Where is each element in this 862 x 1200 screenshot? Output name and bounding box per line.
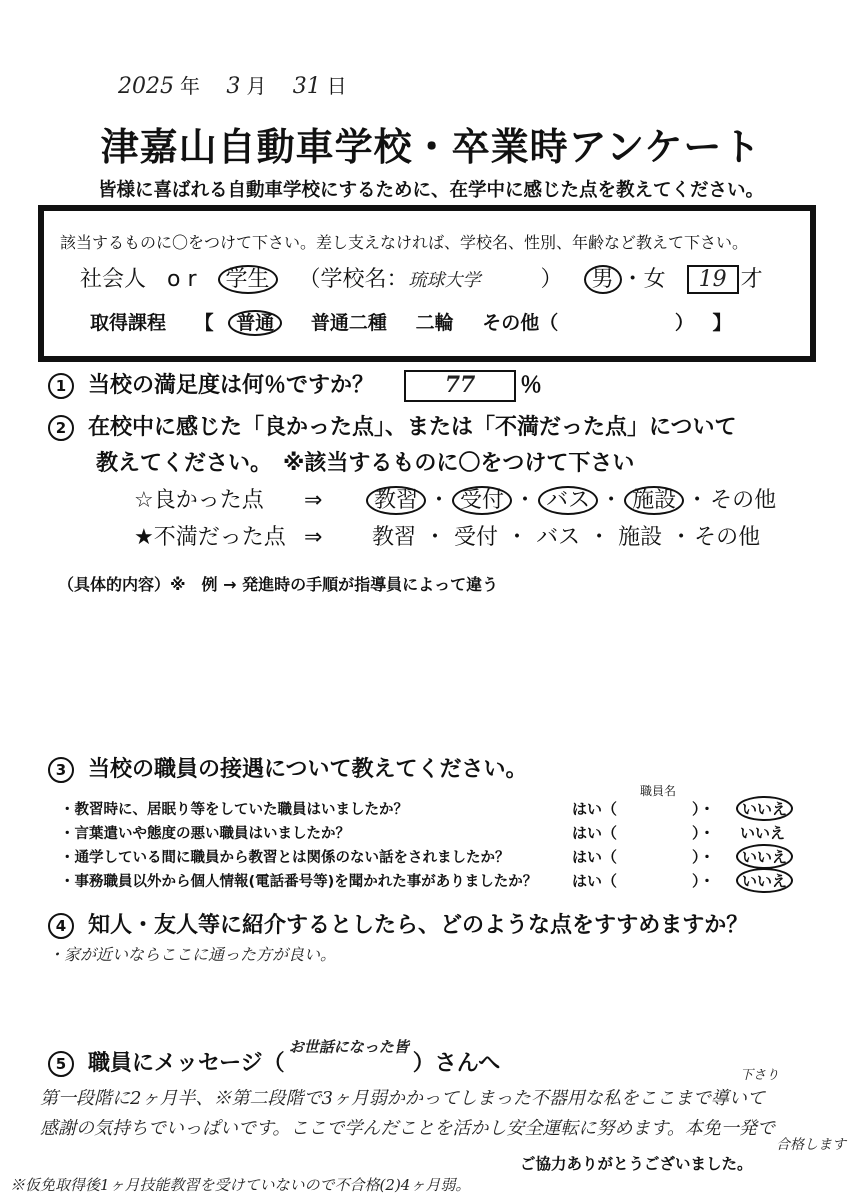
sep: ・ xyxy=(670,525,693,550)
option-student[interactable]: 学生 xyxy=(218,265,278,294)
thanks-text: ご協力ありがとうございました。 xyxy=(520,1155,753,1173)
course-open-bracket: 【 xyxy=(194,312,214,334)
bad-points-label: ★不満だった点 xyxy=(134,525,286,550)
good-option-bus[interactable]: バス xyxy=(538,486,598,515)
bad-option-lesson[interactable]: 教習 xyxy=(372,525,417,550)
staff-no-1[interactable]: いいえ xyxy=(736,796,793,821)
option-worker[interactable]: 社会人 xyxy=(80,267,147,292)
staff-question-4: ・事務職員以外から個人情報(電話番号等)を聞かれた事がありましたか？ xyxy=(60,874,538,890)
question-4-number: 4 xyxy=(48,913,74,939)
bad-option-facility[interactable]: 施設 xyxy=(618,525,663,550)
staff-question-2: ・言葉遣いや態度の悪い職員はいましたか？ xyxy=(60,826,350,842)
staff-question-1: ・教習時に、居眠り等をしていた職員はいましたか？ xyxy=(60,802,408,818)
bad-option-other[interactable]: その他 xyxy=(694,525,761,550)
question-1-text: 当校の満足度は何％ですか？ xyxy=(88,373,375,398)
footnote: ※仮免取得後1ヶ月技能教習を受けていないので不合格(2)4ヶ月弱。 xyxy=(10,1176,471,1194)
question-5-number: 5 xyxy=(48,1051,74,1077)
option-female[interactable]: 女 xyxy=(643,267,666,292)
good-arrow: ⇒ xyxy=(304,488,323,513)
question-4-text: 知人・友人等に紹介するとしたら、どのような点をすすめますか？ xyxy=(88,913,749,938)
date-line xyxy=(118,70,353,99)
school-suffix: ） xyxy=(540,267,563,292)
course-row xyxy=(90,308,754,335)
date-month-unit: 月 xyxy=(246,74,267,98)
good-option-facility[interactable]: 施設 xyxy=(624,486,684,515)
staff-yes-3[interactable]: はい（ ）・ xyxy=(572,848,715,866)
message-line-2[interactable]: 感謝の気持ちでいっぱいです。ここで学んだことを活かし安全運転に努めます。本免一発で xyxy=(40,1118,775,1139)
age-field[interactable]: 19 xyxy=(687,265,739,294)
message-line-1[interactable]: 第一段階に2ヶ月半、※第二段階で3ヶ月弱かかってしまった不器用な私をここまで導いて xyxy=(40,1088,765,1109)
question-4 xyxy=(48,908,748,939)
date-month: 3 xyxy=(226,74,241,99)
bad-arrow: ⇒ xyxy=(304,525,323,550)
sep: ・ xyxy=(686,488,709,513)
profile-row xyxy=(80,262,777,294)
bad-points-row xyxy=(134,520,762,551)
sep: ・ xyxy=(424,525,447,550)
good-option-reception[interactable]: 受付 xyxy=(452,486,512,515)
staff-name-header: 職員名 xyxy=(640,784,677,798)
question-3-number: 3 xyxy=(48,757,74,783)
good-points-label: ☆良かった点 xyxy=(134,488,264,513)
good-option-other[interactable]: その他 xyxy=(710,488,777,513)
sep: ・ xyxy=(506,525,529,550)
question-1 xyxy=(48,368,542,402)
staff-no-3[interactable]: いいえ xyxy=(736,844,793,869)
question-2-text: 在校中に感じた「良かった点」、または「不満だった点」について xyxy=(88,415,737,440)
detail-label: （具体的内容）※ 例 → 発進時の手順が指導員によって違う xyxy=(58,575,499,594)
question-2 xyxy=(48,410,737,441)
option-male[interactable]: 男 xyxy=(584,265,622,294)
question-5-prefix: 職員にメッセージ（ xyxy=(88,1051,285,1076)
course-close-paren: ） xyxy=(674,312,694,334)
sep: ・ xyxy=(600,488,623,513)
message-addressee[interactable]: お世話になった皆 xyxy=(288,1038,409,1056)
question-3 xyxy=(48,752,528,783)
age-unit: 才 xyxy=(740,267,763,292)
date-day: 31 xyxy=(292,74,321,99)
sep: ・ xyxy=(588,525,611,550)
date-year: 2025 xyxy=(118,74,174,99)
profile-instruction: 該当するものに〇をつけて下さい。差し支えなければ、学校名、性別、年齢など教えて下さい。 xyxy=(60,233,749,252)
message-note: 下さり xyxy=(740,1068,780,1083)
bad-option-bus[interactable]: バス xyxy=(536,525,581,550)
staff-no-4[interactable]: いいえ xyxy=(736,868,793,893)
school-name[interactable]: 琉球大学 xyxy=(408,270,481,291)
question-2-number: 2 xyxy=(48,415,74,441)
date-day-unit: 日 xyxy=(326,74,347,98)
staff-question-3: ・通学している間に職員から教習とは関係のない話をされましたか？ xyxy=(60,850,510,866)
question-1-number: 1 xyxy=(48,373,74,399)
school-prefix: （学校名： xyxy=(298,267,409,292)
course-option-motorcycle[interactable]: 二輪 xyxy=(415,312,454,334)
staff-no-2[interactable]: いいえ xyxy=(740,824,786,842)
course-label: 取得課程 xyxy=(90,312,167,334)
course-option-regular[interactable]: 普通 xyxy=(228,310,282,336)
staff-yes-2[interactable]: はい（ ）・ xyxy=(572,824,715,842)
message-line-3[interactable]: 合格します xyxy=(776,1137,846,1153)
question-3-text: 当校の職員の接遇について教えてください。 xyxy=(88,757,528,782)
question-5-suffix: ）さんへ xyxy=(412,1051,501,1076)
good-option-lesson[interactable]: 教習 xyxy=(366,486,426,515)
good-points-row xyxy=(134,483,778,514)
satisfaction-unit: ％ xyxy=(520,373,543,398)
sep: ・ xyxy=(514,488,537,513)
sep: ・ xyxy=(428,488,451,513)
bad-option-reception[interactable]: 受付 xyxy=(454,525,499,550)
page-title: 津嘉山自動車学校・卒業時アンケート xyxy=(100,125,762,169)
course-option-regular-2[interactable]: 普通二種 xyxy=(310,312,387,334)
satisfaction-field[interactable]: 77 xyxy=(404,370,516,402)
or-text: o r xyxy=(167,267,197,292)
course-close-bracket: 】 xyxy=(712,312,732,334)
question-4-answer[interactable]: ・家が近いならここに通った方が良い。 xyxy=(48,945,337,964)
staff-yes-1[interactable]: はい（ ）・ xyxy=(572,800,715,818)
staff-yes-4[interactable]: はい（ ）・ xyxy=(572,872,715,890)
page-subtitle: 皆様に喜ばれる自動車学校にするために、在学中に感じた点を教えてください。 xyxy=(97,180,764,201)
gender-separator: ・ xyxy=(621,267,644,292)
date-year-unit: 年 xyxy=(180,74,200,98)
question-2-line2: 教えてください。 ※該当するものに〇をつけて下さい xyxy=(96,451,635,476)
course-option-other[interactable]: その他（ xyxy=(482,312,559,334)
question-5 xyxy=(48,1038,501,1077)
